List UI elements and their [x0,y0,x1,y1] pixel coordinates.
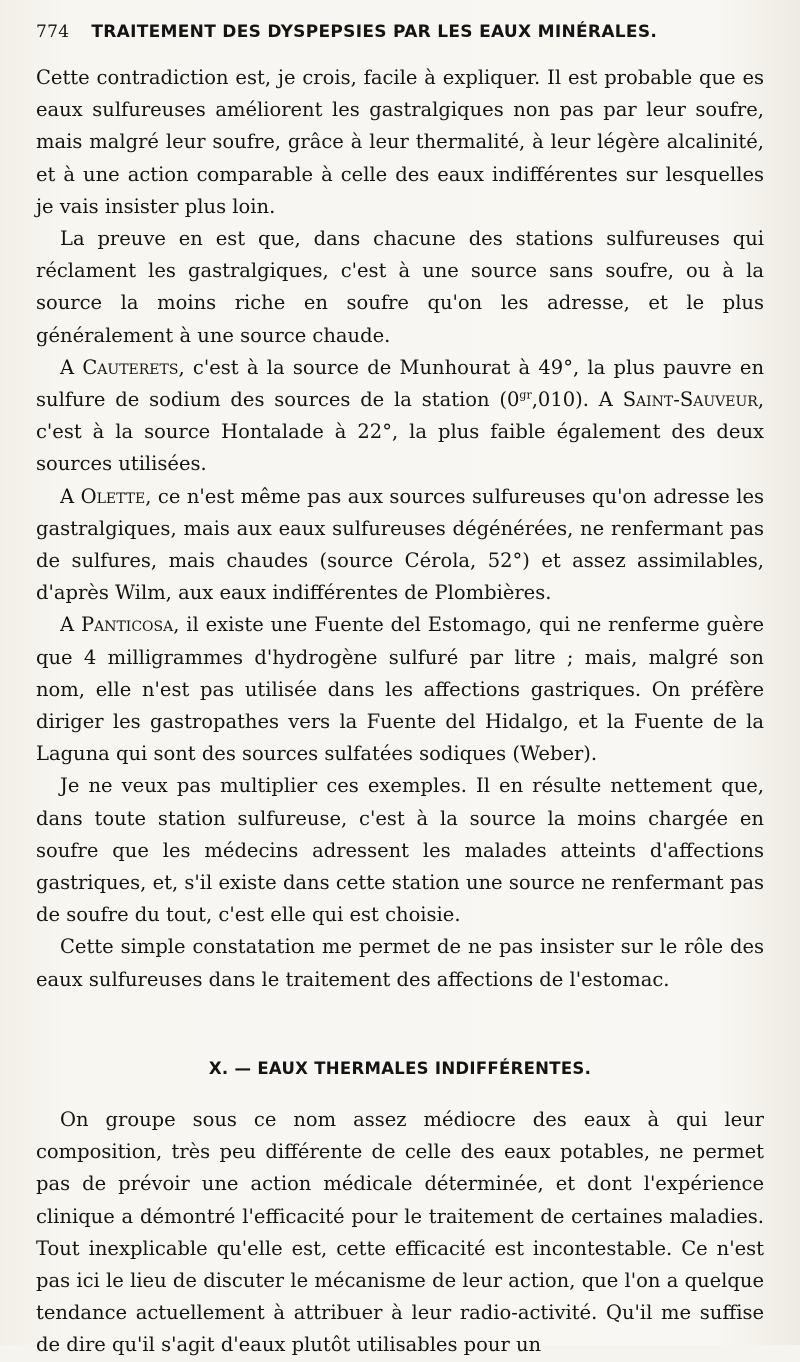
place-name-olette: Olette [80,484,146,508]
page-number: 774 [36,22,70,42]
text-fragment: , ce n'est même pas aux sources sulfureuses qu'on adresse les gastralgiques, mais aux eaux sulfureuses dégénérées, ne renfermant pas de sulfures, mais chaudes (source Cérola, 52°) et assez assimilables, d'après Wilm, aux eaux indifférentes de Plombières. [36,484,764,605]
text-fragment: A [60,484,75,508]
paragraph-contradiction: Cette contradiction est, je crois, facile à expliquer. Il est probable que es eaux sulfureuses améliorent les gastralgiques non pas par leur soufre, mais malgré leur soufre, grâce à leur thermalité, à leur légère alcalinité, et à une action comparable à celle des eaux indifférentes sur lesquelles je vais insister plus loin. [36,66,764,218]
text-fragment: , il existe une Fuente del Estomago, qui ne renferme guère que 4 milligrammes d'hydrogène sulfuré par litre ; mais, malgré son nom, elle n'est pas utilisée dans les affections gastriques. On préfère diriger les gastropathes vers la Fuente del Hidalgo, et la Fuente de la Laguna qui sont des sources sulfatées sodiques (Weber). [36,613,764,766]
paragraph-exemples: Je ne veux pas multiplier ces exemples. Il en résulte nettement que, dans toute station sulfureuse, c'est à la source la moins chargée en soufre que les médecins adressent les malades atteints d'affections gastriques, et, s'il existe dans cette station une source ne renfermant pas de soufre du tout, c'est elle qui est choisie. [36,774,764,927]
text-fragment: , c'est à la source de Munhourat à 49°, la plus pauvre en sulfure de sodium des sources de la station (0 [36,355,765,412]
paragraph-eaux-indifferentes: On groupe sous ce nom assez médiocre des eaux à qui leur composition, très peu différente de celle des eaux potables, ne permet pas de prévoir une action médicale déterminée, et dont l'expérience clinique a démontré l'efficacité pour le traitement de certaines maladies. Tout inexplicable qu'elle est, cette efficacité est incontestable. Ce n'est pas ici le lieu de discuter le mécanisme de leur action, que l'on a quelque tendance actuellement à attribuer à leur radio-activité. Qu'il me suffise de dire qu'il s'agit d'eaux plutôt utilisables pour un [36,1107,764,1357]
paragraph-constatation: Cette simple constatation me permet de ne pas insister sur le rôle des eaux sulfureuses dans le traitement des affections de l'estomac. [36,935,764,991]
unit-superscript: gr [519,388,532,402]
text-fragment: , c'est à la source Hontalade à 22°, la plus faible également des deux sources utilisées. [36,388,765,476]
section-heading: X. — EAUX THERMALES INDIFFÉRENTES. [208,1058,592,1078]
place-name-panticosa: Panticosa [80,613,174,637]
place-name-cauterets: Cauterets [82,355,179,379]
paragraph-panticosa [36,609,764,770]
paragraph-preuve: La preuve en est que, dans chacune des stations sulfureuses qui réclament les gastralgiques, c'est à une source sans soufre, ou à la source la moins riche en soufre qu'on les adresse, et le plus généralement à une source chaude. [36,227,764,347]
text-fragment: A [60,613,75,637]
place-name-saint-sauveur: Saint-Sauveur [622,388,758,412]
text-fragment: ,010). A [531,388,613,412]
running-title: TRAITEMENT DES DYSPEPSIES PAR LES EAUX MINÉRALES. [91,22,658,42]
paragraph-olette [36,481,764,610]
running-header [36,22,764,62]
text-fragment: A [60,355,75,379]
paragraph-cauterets [36,352,764,481]
